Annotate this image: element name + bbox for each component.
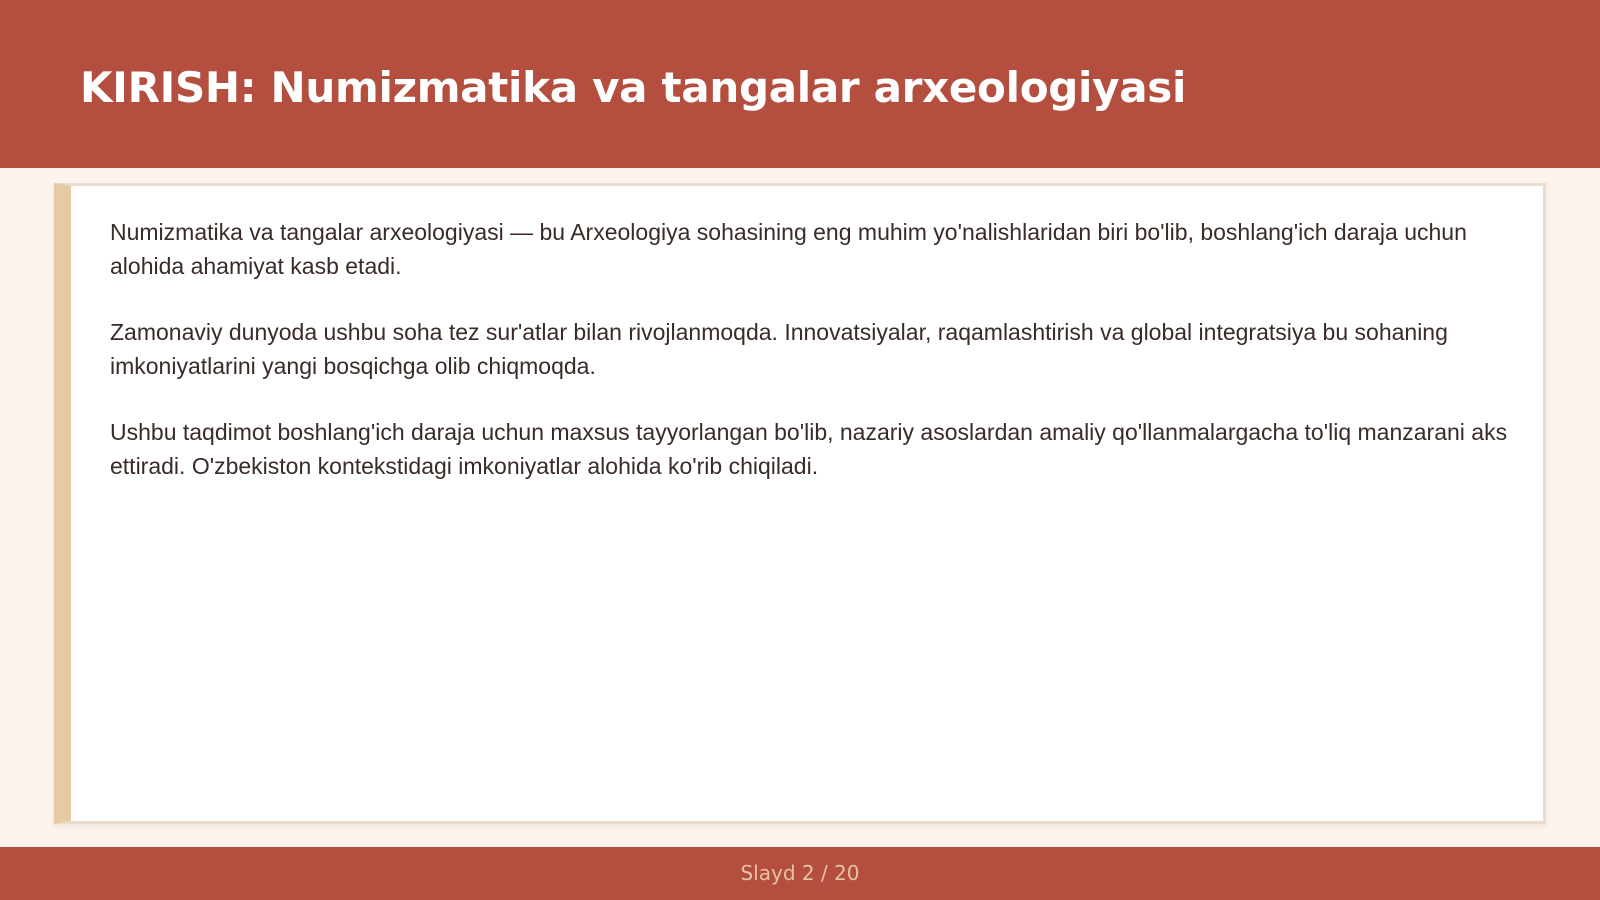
content-card xyxy=(54,183,1546,824)
slide-number: Slayd 2 / 20 xyxy=(740,861,860,885)
presentation-scope-paragraph: Ushbu taqdimot boshlang'ich daraja uchun maxsus tayyorlangan bo'lib, nazariy asoslardan amaliy qo'llanmalargacha to'liq manzarani aks ettiradi. O'zbekiston kontekstidagi imkoniyatlar alohida ko'rib chiqiladi. xyxy=(110,419,1508,479)
content-text xyxy=(110,215,1510,515)
slide-footer xyxy=(0,847,1600,900)
intro-paragraph: Numizmatika va tangalar arxeologiyasi — bu Arxeologiya sohasining eng muhim yo'nalishlaridan biri bo'lib, boshlang'ich daraja uchun alohida ahamiyat kasb etadi. xyxy=(110,219,1467,279)
slide-title: KIRISH: Numizmatika va tangalar arxeologiyasi xyxy=(80,63,1187,112)
slide-header xyxy=(0,0,1600,168)
modern-world-paragraph: Zamonaviy dunyoda ushbu soha tez sur'atlar bilan rivojlanmoqda. Innovatsiyalar, raqamlashtirish va global integratsiya bu sohaning imkoniyatlarini yangi bosqichga olib chiqmoqda. xyxy=(110,319,1448,379)
